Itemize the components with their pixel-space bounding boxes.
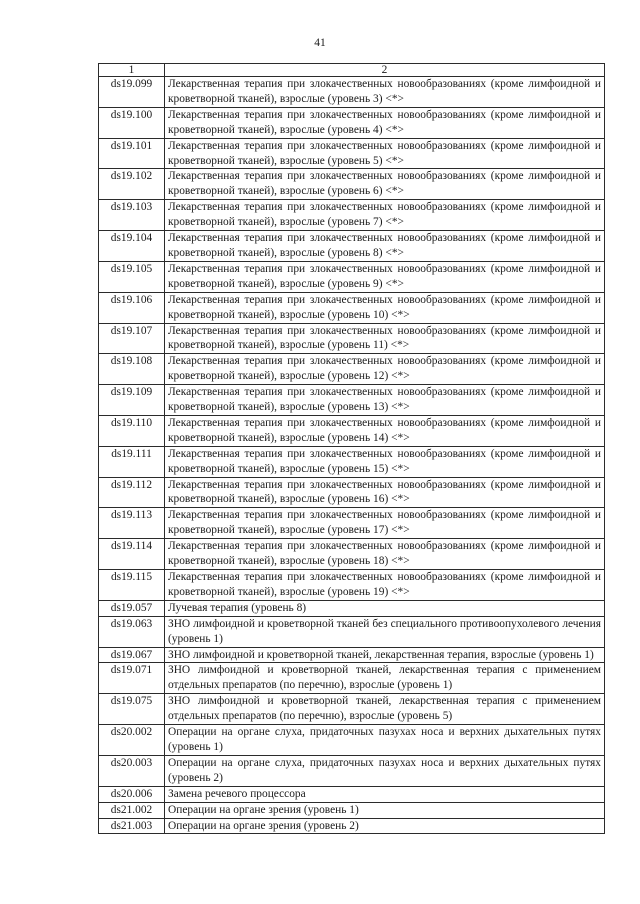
row-description: Лекарственная терапия при злокачественных новообразованиях (кроме лимфоидной и кроветворной тканей), взрослые (уровень 18) <*> bbox=[165, 539, 605, 570]
row-code: ds19.111 bbox=[99, 446, 165, 477]
table-row bbox=[99, 802, 605, 818]
table-header-row bbox=[99, 64, 605, 77]
row-description: Лекарственная терапия при злокачественных новообразованиях (кроме лимфоидной и кроветворной тканей), взрослые (уровень 5) <*> bbox=[165, 138, 605, 169]
row-description: ЗНО лимфоидной и кроветворной тканей, лекарственная терапия, взрослые (уровень 1) bbox=[165, 647, 605, 663]
table-row bbox=[99, 786, 605, 802]
table-row bbox=[99, 138, 605, 169]
row-description: ЗНО лимфоидной и кроветворной тканей, лекарственная терапия с применением отдельных препаратов (по перечню), взрослые (уровень 1) bbox=[165, 663, 605, 694]
row-code: ds19.105 bbox=[99, 261, 165, 292]
row-description: Лекарственная терапия при злокачественных новообразованиях (кроме лимфоидной и кроветворной тканей), взрослые (уровень 11) <*> bbox=[165, 323, 605, 354]
row-description: Операции на органе зрения (уровень 1) bbox=[165, 802, 605, 818]
table-row bbox=[99, 539, 605, 570]
row-code: ds19.110 bbox=[99, 415, 165, 446]
table-row bbox=[99, 477, 605, 508]
row-code: ds19.075 bbox=[99, 694, 165, 725]
table-row bbox=[99, 508, 605, 539]
row-code: ds19.108 bbox=[99, 354, 165, 385]
table-row bbox=[99, 755, 605, 786]
row-code: ds19.100 bbox=[99, 107, 165, 138]
table-row bbox=[99, 292, 605, 323]
row-code: ds19.109 bbox=[99, 385, 165, 416]
row-code: ds20.002 bbox=[99, 725, 165, 756]
row-code: ds19.107 bbox=[99, 323, 165, 354]
table-row bbox=[99, 415, 605, 446]
row-description: Операции на органе слуха, придаточных пазухах носа и верхних дыхательных путях (уровень 2) bbox=[165, 755, 605, 786]
row-code: ds19.114 bbox=[99, 539, 165, 570]
row-description: Лекарственная терапия при злокачественных новообразованиях (кроме лимфоидной и кроветворной тканей), взрослые (уровень 15) <*> bbox=[165, 446, 605, 477]
table-row bbox=[99, 323, 605, 354]
table-row bbox=[99, 725, 605, 756]
column-number-1: 1 bbox=[99, 64, 165, 77]
row-description: Лекарственная терапия при злокачественных новообразованиях (кроме лимфоидной и кроветворной тканей), взрослые (уровень 12) <*> bbox=[165, 354, 605, 385]
row-description: Лекарственная терапия при злокачественных новообразованиях (кроме лимфоидной и кроветворной тканей), взрослые (уровень 8) <*> bbox=[165, 231, 605, 262]
row-code: ds19.057 bbox=[99, 600, 165, 616]
table-body bbox=[99, 77, 605, 834]
table-row bbox=[99, 694, 605, 725]
row-description: Лекарственная терапия при злокачественных новообразованиях (кроме лимфоидной и кроветворной тканей), взрослые (уровень 14) <*> bbox=[165, 415, 605, 446]
row-description: ЗНО лимфоидной и кроветворной тканей без специального противоопухолевого лечения (уровень 1) bbox=[165, 616, 605, 647]
table-row bbox=[99, 818, 605, 834]
row-code: ds19.106 bbox=[99, 292, 165, 323]
row-description: Лекарственная терапия при злокачественных новообразованиях (кроме лимфоидной и кроветворной тканей), взрослые (уровень 9) <*> bbox=[165, 261, 605, 292]
table-row bbox=[99, 107, 605, 138]
row-code: ds19.099 bbox=[99, 77, 165, 108]
row-description: ЗНО лимфоидной и кроветворной тканей, лекарственная терапия с применением отдельных препаратов (по перечню), взрослые (уровень 5) bbox=[165, 694, 605, 725]
row-description: Лучевая терапия (уровень 8) bbox=[165, 600, 605, 616]
row-code: ds19.101 bbox=[99, 138, 165, 169]
row-description: Лекарственная терапия при злокачественных новообразованиях (кроме лимфоидной и кроветворной тканей), взрослые (уровень 10) <*> bbox=[165, 292, 605, 323]
table-row bbox=[99, 616, 605, 647]
table-row bbox=[99, 600, 605, 616]
row-description: Лекарственная терапия при злокачественных новообразованиях (кроме лимфоидной и кроветворной тканей), взрослые (уровень 19) <*> bbox=[165, 570, 605, 601]
row-code: ds19.115 bbox=[99, 570, 165, 601]
row-code: ds21.003 bbox=[99, 818, 165, 834]
page-number: 41 bbox=[314, 37, 326, 49]
row-code: ds19.104 bbox=[99, 231, 165, 262]
table-row bbox=[99, 385, 605, 416]
table-row bbox=[99, 200, 605, 231]
row-code: ds19.063 bbox=[99, 616, 165, 647]
table-row bbox=[99, 261, 605, 292]
table-row bbox=[99, 647, 605, 663]
row-description: Операции на органе зрения (уровень 2) bbox=[165, 818, 605, 834]
row-description: Лекарственная терапия при злокачественных новообразованиях (кроме лимфоидной и кроветворной тканей), взрослые (уровень 3) <*> bbox=[165, 77, 605, 108]
row-description: Операции на органе слуха, придаточных пазухах носа и верхних дыхательных путях (уровень 1) bbox=[165, 725, 605, 756]
row-code: ds21.002 bbox=[99, 802, 165, 818]
table-row bbox=[99, 446, 605, 477]
row-code: ds19.071 bbox=[99, 663, 165, 694]
table-row bbox=[99, 570, 605, 601]
row-code: ds20.006 bbox=[99, 786, 165, 802]
row-description: Лекарственная терапия при злокачественных новообразованиях (кроме лимфоидной и кроветворной тканей), взрослые (уровень 13) <*> bbox=[165, 385, 605, 416]
row-code: ds19.102 bbox=[99, 169, 165, 200]
row-code: ds20.003 bbox=[99, 755, 165, 786]
row-description: Лекарственная терапия при злокачественных новообразованиях (кроме лимфоидной и кроветворной тканей), взрослые (уровень 7) <*> bbox=[165, 200, 605, 231]
table-row bbox=[99, 231, 605, 262]
table-row bbox=[99, 663, 605, 694]
column-number-2: 2 bbox=[165, 64, 605, 77]
row-code: ds19.113 bbox=[99, 508, 165, 539]
row-code: ds19.067 bbox=[99, 647, 165, 663]
tariff-table bbox=[98, 63, 605, 834]
table-row bbox=[99, 77, 605, 108]
row-code: ds19.103 bbox=[99, 200, 165, 231]
row-description: Лекарственная терапия при злокачественных новообразованиях (кроме лимфоидной и кроветворной тканей), взрослые (уровень 16) <*> bbox=[165, 477, 605, 508]
table-row bbox=[99, 169, 605, 200]
row-description: Лекарственная терапия при злокачественных новообразованиях (кроме лимфоидной и кроветворной тканей), взрослые (уровень 4) <*> bbox=[165, 107, 605, 138]
row-description: Замена речевого процессора bbox=[165, 786, 605, 802]
table-row bbox=[99, 354, 605, 385]
row-description: Лекарственная терапия при злокачественных новообразованиях (кроме лимфоидной и кроветворной тканей), взрослые (уровень 17) <*> bbox=[165, 508, 605, 539]
row-code: ds19.112 bbox=[99, 477, 165, 508]
row-description: Лекарственная терапия при злокачественных новообразованиях (кроме лимфоидной и кроветворной тканей), взрослые (уровень 6) <*> bbox=[165, 169, 605, 200]
